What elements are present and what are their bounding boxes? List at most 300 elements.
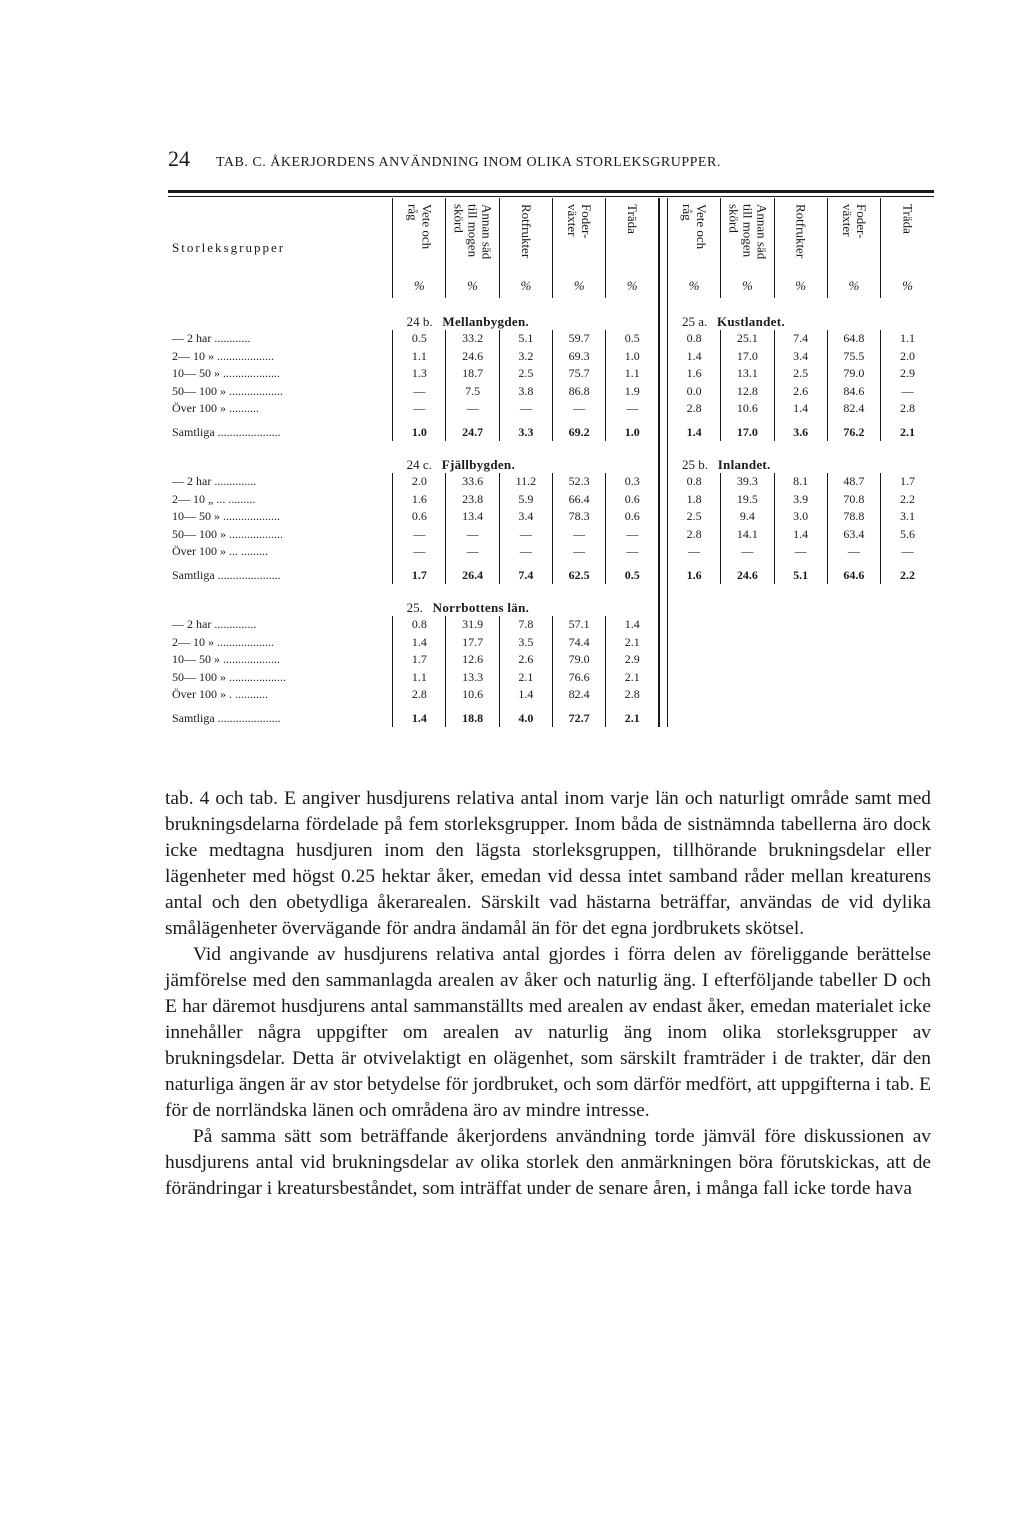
section-spacer — [168, 298, 393, 330]
column-header-text: Träda — [900, 204, 916, 234]
table-row — [168, 365, 934, 383]
column-header-text: Rotfrukter — [518, 204, 534, 259]
cell-right: 64.8 — [827, 330, 880, 348]
table-row — [168, 634, 934, 652]
body-text — [165, 786, 931, 1202]
column-header-right-1 — [667, 198, 720, 298]
column-divider — [659, 491, 667, 509]
cell-left: 2.0 — [393, 473, 446, 491]
cell-left: 11.2 — [499, 473, 552, 491]
cell-right — [721, 634, 774, 652]
paragraph-3: På samma sätt som beträffande åkerjordens användning torde jämväl före diskussionen av husdjurens antal vid brukningsdelar av olika storlek den anmärkningen böra förutskickas, att de förändringar i kreatursbeståndet, som inträffat under de senare åren, i många fall icke torde hava — [165, 1126, 931, 1199]
cell-right: — — [881, 383, 934, 401]
cell-right: 1.7 — [881, 473, 934, 491]
column-header-right-3 — [774, 198, 827, 298]
unit-label: % — [520, 278, 532, 293]
cell-left: — — [606, 526, 659, 544]
cell-left: 13.4 — [446, 508, 499, 526]
row-label: 2— 10 » ................... — [172, 634, 274, 649]
cell-left: 1.1 — [606, 365, 659, 383]
section-number: 24 c. — [406, 457, 432, 472]
cell-left: 5.9 — [499, 491, 552, 509]
table-top-rule-thin — [168, 196, 934, 197]
cell-right: — — [881, 543, 934, 561]
cell-left: 0.8 — [393, 616, 446, 634]
cell-right: 1.6 — [667, 365, 720, 383]
cell-left: 2.1 — [606, 669, 659, 687]
cell-right: 64.6 — [827, 561, 880, 585]
table-row — [168, 686, 934, 704]
cell-left: 13.3 — [446, 669, 499, 687]
cell-left: 1.4 — [499, 686, 552, 704]
cell-right: 3.9 — [774, 491, 827, 509]
table-row — [168, 616, 934, 634]
unit-label: % — [626, 278, 638, 293]
cell-left: 59.7 — [553, 330, 606, 348]
cell-right: 1.1 — [881, 330, 934, 348]
cell-left: 12.6 — [446, 651, 499, 669]
unit-label: % — [573, 278, 585, 293]
section-name: Norrbottens län. — [432, 600, 530, 615]
table-row — [168, 400, 934, 418]
cell-left: — — [446, 543, 499, 561]
cell-left: 52.3 — [553, 473, 606, 491]
row-label: 10— 50 » ................... — [172, 366, 280, 381]
row-label: Samtliga ..................... — [172, 567, 281, 582]
column-header-text: Annan säd till mogen skörd — [726, 204, 770, 260]
cell-right: 2.2 — [881, 561, 934, 585]
cell-right: 48.7 — [827, 473, 880, 491]
column-divider — [659, 473, 667, 491]
column-divider — [659, 634, 667, 652]
cell-right — [774, 651, 827, 669]
cell-right: 13.1 — [721, 365, 774, 383]
cell-right — [721, 686, 774, 704]
row-label: 2— 10 » ................... — [172, 348, 274, 363]
cell-left: — — [446, 526, 499, 544]
table-top-rule — [168, 190, 934, 193]
cell-left: — — [606, 400, 659, 418]
table-row — [168, 526, 934, 544]
column-header-text: Vete och råg — [405, 204, 435, 250]
cell-left: 24.6 — [446, 348, 499, 366]
cell-left: 26.4 — [446, 561, 499, 585]
cell-left: — — [393, 383, 446, 401]
cell-left: 1.7 — [393, 561, 446, 585]
cell-right: 2.1 — [881, 418, 934, 442]
cell-right: 2.5 — [774, 365, 827, 383]
column-divider — [659, 526, 667, 544]
cell-right — [667, 669, 720, 687]
cell-right: 3.1 — [881, 508, 934, 526]
row-label: — 2 har ............ — [172, 331, 251, 346]
column-divider — [659, 330, 667, 348]
row-label: 50— 100 » .................. — [172, 526, 283, 541]
table-row — [168, 348, 934, 366]
column-header-right-4 — [827, 198, 880, 298]
table-row — [168, 651, 934, 669]
section-title-left — [393, 441, 659, 473]
cell-left: 1.4 — [606, 616, 659, 634]
section-name: Kustlandet. — [716, 314, 785, 329]
cell-left: 2.8 — [393, 686, 446, 704]
section-title-right — [667, 298, 934, 330]
section-header-row — [168, 441, 934, 473]
column-header-text: Rotfrukter — [793, 204, 809, 259]
column-header-text: Träda — [625, 204, 641, 234]
section-name: Mellanbygden. — [442, 314, 530, 329]
cell-left: 1.1 — [393, 348, 446, 366]
cell-left: 72.7 — [553, 704, 606, 728]
cell-right: 17.0 — [721, 348, 774, 366]
cell-right: 2.5 — [667, 508, 720, 526]
cell-right: — — [774, 543, 827, 561]
cell-right — [721, 704, 774, 728]
cell-right: 8.1 — [774, 473, 827, 491]
cell-left: 18.7 — [446, 365, 499, 383]
cell-left: 5.1 — [499, 330, 552, 348]
table-row — [168, 543, 934, 561]
column-divider — [659, 418, 667, 442]
column-divider — [659, 561, 667, 585]
cell-right: 1.8 — [667, 491, 720, 509]
cell-left: 74.4 — [553, 634, 606, 652]
cell-left: — — [553, 400, 606, 418]
cell-right: 2.8 — [881, 400, 934, 418]
table-row — [168, 508, 934, 526]
cell-right — [667, 686, 720, 704]
table-row-total — [168, 704, 934, 728]
cell-left: — — [553, 526, 606, 544]
cell-left: 18.8 — [446, 704, 499, 728]
cell-right — [827, 686, 880, 704]
cell-left: 62.5 — [553, 561, 606, 585]
column-divider — [659, 348, 667, 366]
column-header-text: Foder- växter — [839, 204, 869, 239]
cell-right: 39.3 — [721, 473, 774, 491]
cell-right: 0.8 — [667, 330, 720, 348]
column-divider — [659, 441, 667, 473]
section-title-right — [667, 441, 934, 473]
cell-left: 2.9 — [606, 651, 659, 669]
column-header-left-5 — [606, 198, 659, 298]
cell-left: 1.1 — [393, 669, 446, 687]
cell-right — [774, 634, 827, 652]
section-name: Inlandet. — [717, 457, 771, 472]
cell-right — [774, 704, 827, 728]
cell-left: 0.6 — [606, 508, 659, 526]
column-header-left-2 — [446, 198, 499, 298]
cell-right — [827, 634, 880, 652]
cell-right — [827, 651, 880, 669]
row-label: — 2 har .............. — [172, 474, 257, 489]
column-divider — [659, 365, 667, 383]
cell-right: 0.0 — [667, 383, 720, 401]
cell-right: 75.5 — [827, 348, 880, 366]
column-header-text: Foder- växter — [565, 204, 595, 239]
cell-left: — — [393, 400, 446, 418]
cell-left: 33.2 — [446, 330, 499, 348]
cell-left: — — [499, 400, 552, 418]
cell-right: 2.6 — [774, 383, 827, 401]
unit-label: % — [413, 278, 425, 293]
row-label: 50— 100 » ................... — [172, 669, 286, 684]
cell-right — [667, 651, 720, 669]
section-title-left — [393, 584, 659, 616]
cell-right: 79.0 — [827, 365, 880, 383]
cell-left: 2.1 — [499, 669, 552, 687]
cell-right — [881, 634, 934, 652]
column-divider — [659, 584, 667, 616]
table-body — [168, 298, 934, 727]
paragraph-2: Vid angivande av husdjurens relativa antal gjordes i förra delen av föreliggande berättelse jämförelse med den sammanlagda arealen av åker och naturlig äng. I efterföljande tabeller D och E har däremot husdjurens antal sammanställts med arealen av endast åker, emedan materialet icke innehåller några uppgifter om arealen av naturlig äng inom olika storleksgrupper av brukningsdelar. Detta är otvivelaktigt en olägenhet, som särskilt framträder i de trakter, där den naturliga ängen är av stor betydelse för jordbruket, och som därför medfört, att uppgifterna i tab. E för de norrländska länen och områdena äro av mindre intresse. — [165, 944, 931, 1121]
cell-right — [774, 669, 827, 687]
column-divider — [659, 616, 667, 634]
cell-right: — — [667, 543, 720, 561]
cell-left: 2.6 — [499, 651, 552, 669]
section-spacer — [168, 584, 393, 616]
row-label: Över 100 » . ........... — [172, 687, 268, 702]
column-header-right-2 — [721, 198, 774, 298]
cell-left: 69.2 — [553, 418, 606, 442]
land-use-table — [168, 198, 934, 727]
cell-right — [881, 651, 934, 669]
cell-left: 7.4 — [499, 561, 552, 585]
unit-label: % — [902, 278, 913, 293]
cell-right — [881, 669, 934, 687]
cell-right — [667, 616, 720, 634]
unit-label: % — [467, 278, 479, 293]
cell-right: 76.2 — [827, 418, 880, 442]
cell-right: 1.4 — [667, 418, 720, 442]
cell-left: 1.3 — [393, 365, 446, 383]
cell-left: 23.8 — [446, 491, 499, 509]
section-spacer — [168, 441, 393, 473]
cell-right — [881, 616, 934, 634]
table-row — [168, 473, 934, 491]
cell-right: — — [721, 543, 774, 561]
column-header-text: Vete och råg — [680, 204, 710, 250]
cell-right — [881, 704, 934, 728]
cell-left: 0.5 — [606, 561, 659, 585]
cell-left: — — [499, 526, 552, 544]
cell-right: 14.1 — [721, 526, 774, 544]
cell-left: 0.5 — [393, 330, 446, 348]
cell-left: 2.1 — [606, 704, 659, 728]
cell-left: — — [393, 543, 446, 561]
cell-left: — — [606, 543, 659, 561]
cell-left: 1.6 — [393, 491, 446, 509]
paragraph-1: tab. 4 och tab. E angiver husdjurens relativa antal inom varje län och naturligt område samt med brukningsdelarna fördelade på fem storleksgrupper. Inom båda de sistnämnda tabellerna äro dock icke medtagna husdjuren inom den lägsta storleksgruppen, tillhörande brukningsdelar eller lägenheter med högst 0.25 hektar åker, emedan vid dessa intet samband råder mellan kreaturens antal och den obetydliga åkerarealen. Särskilt vad hästarna beträffar, användas de vid dylika smålägenheter övervägande för andra ändamål än för det egna jordbrukets skötsel. — [165, 788, 931, 939]
section-header-row — [168, 584, 934, 616]
cell-left: 82.4 — [553, 686, 606, 704]
cell-right: 2.2 — [881, 491, 934, 509]
row-label: 50— 100 » .................. — [172, 383, 283, 398]
cell-right: 2.9 — [881, 365, 934, 383]
cell-left: 3.2 — [499, 348, 552, 366]
cell-right: 7.4 — [774, 330, 827, 348]
cell-left: — — [553, 543, 606, 561]
cell-right — [667, 634, 720, 652]
section-number: 24 b. — [406, 314, 433, 329]
page-header — [168, 146, 928, 170]
cell-left: — — [499, 543, 552, 561]
cell-right: 84.6 — [827, 383, 880, 401]
cell-right: — — [827, 543, 880, 561]
column-divider — [659, 508, 667, 526]
column-header-left-4 — [553, 198, 606, 298]
section-number: 25 a. — [681, 314, 708, 329]
table-row — [168, 669, 934, 687]
section-number: 25. — [406, 600, 423, 615]
cell-right — [827, 669, 880, 687]
cell-left: 79.0 — [553, 651, 606, 669]
column-divider — [659, 543, 667, 561]
cell-right: 70.8 — [827, 491, 880, 509]
table-row-total — [168, 418, 934, 442]
cell-left: 76.6 — [553, 669, 606, 687]
cell-left: 2.1 — [606, 634, 659, 652]
cell-left: 24.7 — [446, 418, 499, 442]
cell-left: 1.0 — [606, 418, 659, 442]
column-divider — [659, 686, 667, 704]
cell-left: 78.3 — [553, 508, 606, 526]
cell-right: 3.6 — [774, 418, 827, 442]
cell-left: 7.8 — [499, 616, 552, 634]
cell-left: 4.0 — [499, 704, 552, 728]
column-divider — [659, 400, 667, 418]
cell-left: 31.9 — [446, 616, 499, 634]
column-header-text: Annan säd till mogen skörd — [451, 204, 495, 260]
cell-right: 78.8 — [827, 508, 880, 526]
section-title-right — [667, 584, 934, 616]
cell-right: 3.0 — [774, 508, 827, 526]
column-header-row — [168, 198, 934, 298]
cell-left: 1.4 — [393, 634, 446, 652]
cell-left: 7.5 — [446, 383, 499, 401]
cell-left: 10.6 — [446, 686, 499, 704]
row-label: 10— 50 » ................... — [172, 652, 280, 667]
cell-right: 9.4 — [721, 508, 774, 526]
section-title-left — [393, 298, 659, 330]
cell-left: — — [393, 526, 446, 544]
cell-right: 1.4 — [774, 400, 827, 418]
cell-left: 69.3 — [553, 348, 606, 366]
unit-label: % — [688, 278, 700, 293]
cell-left: 3.5 — [499, 634, 552, 652]
unit-label: % — [795, 278, 807, 293]
column-header-left-3 — [499, 198, 552, 298]
row-label: Samtliga ..................... — [172, 710, 281, 725]
column-header-right-5 — [881, 198, 934, 298]
cell-right — [721, 669, 774, 687]
cell-right: 17.0 — [721, 418, 774, 442]
cell-right: 1.6 — [667, 561, 720, 585]
cell-right — [721, 616, 774, 634]
cell-left: 1.0 — [606, 348, 659, 366]
cell-right: 2.8 — [667, 400, 720, 418]
column-header-left-1 — [393, 198, 446, 298]
row-header-label: Storleksgrupper — [172, 240, 286, 255]
cell-right: 24.6 — [721, 561, 774, 585]
column-divider — [659, 651, 667, 669]
cell-left: 1.9 — [606, 383, 659, 401]
cell-left: 0.3 — [606, 473, 659, 491]
cell-left: 1.4 — [393, 704, 446, 728]
cell-left: 86.8 — [553, 383, 606, 401]
cell-right: 63.4 — [827, 526, 880, 544]
unit-label: % — [741, 278, 753, 293]
unit-label: % — [848, 278, 860, 293]
row-label: 2— 10 „ ... ......... — [172, 491, 256, 506]
cell-right: 2.0 — [881, 348, 934, 366]
row-label: — 2 har .............. — [172, 617, 257, 632]
section-number: 25 b. — [681, 457, 708, 472]
cell-left: 3.4 — [499, 508, 552, 526]
cell-left: 33.6 — [446, 473, 499, 491]
row-label: Över 100 » .......... — [172, 401, 259, 416]
table-row-total — [168, 561, 934, 585]
section-header-row — [168, 298, 934, 330]
table-row — [168, 491, 934, 509]
cell-right — [881, 686, 934, 704]
cell-left: 1.0 — [393, 418, 446, 442]
cell-left: 0.6 — [606, 491, 659, 509]
row-label: Samtliga ..................... — [172, 424, 281, 439]
column-divider — [659, 198, 667, 298]
cell-right: 2.8 — [667, 526, 720, 544]
cell-right — [721, 651, 774, 669]
row-label: Över 100 » ... ......... — [172, 544, 268, 559]
table-row — [168, 383, 934, 401]
cell-left: 3.3 — [499, 418, 552, 442]
cell-left: 17.7 — [446, 634, 499, 652]
cell-right: 5.6 — [881, 526, 934, 544]
cell-right: 0.8 — [667, 473, 720, 491]
cell-right: 5.1 — [774, 561, 827, 585]
running-title: TAB. C. ÅKERJORDENS ANVÄNDNING INOM OLIKA STORLEKSGRUPPER. — [216, 155, 721, 170]
column-divider — [659, 298, 667, 330]
cell-left: 75.7 — [553, 365, 606, 383]
cell-left: 0.5 — [606, 330, 659, 348]
row-label: 10— 50 » ................... — [172, 509, 280, 524]
column-divider — [659, 669, 667, 687]
cell-right: 25.1 — [721, 330, 774, 348]
column-divider — [659, 704, 667, 728]
page-number: 24 — [168, 146, 190, 171]
cell-left: 57.1 — [553, 616, 606, 634]
cell-right: 10.6 — [721, 400, 774, 418]
section-name: Fjällbygden. — [441, 457, 516, 472]
cell-right — [774, 686, 827, 704]
cell-right: 3.4 — [774, 348, 827, 366]
cell-left: 0.6 — [393, 508, 446, 526]
cell-left: 3.8 — [499, 383, 552, 401]
cell-right — [827, 704, 880, 728]
cell-left: — — [446, 400, 499, 418]
cell-right — [774, 616, 827, 634]
cell-left: 66.4 — [553, 491, 606, 509]
table-row — [168, 330, 934, 348]
cell-left: 1.7 — [393, 651, 446, 669]
cell-right — [827, 616, 880, 634]
cell-right: 12.8 — [721, 383, 774, 401]
cell-right: 82.4 — [827, 400, 880, 418]
cell-left: 2.8 — [606, 686, 659, 704]
column-divider — [659, 383, 667, 401]
cell-right: 1.4 — [667, 348, 720, 366]
cell-right: 1.4 — [774, 526, 827, 544]
